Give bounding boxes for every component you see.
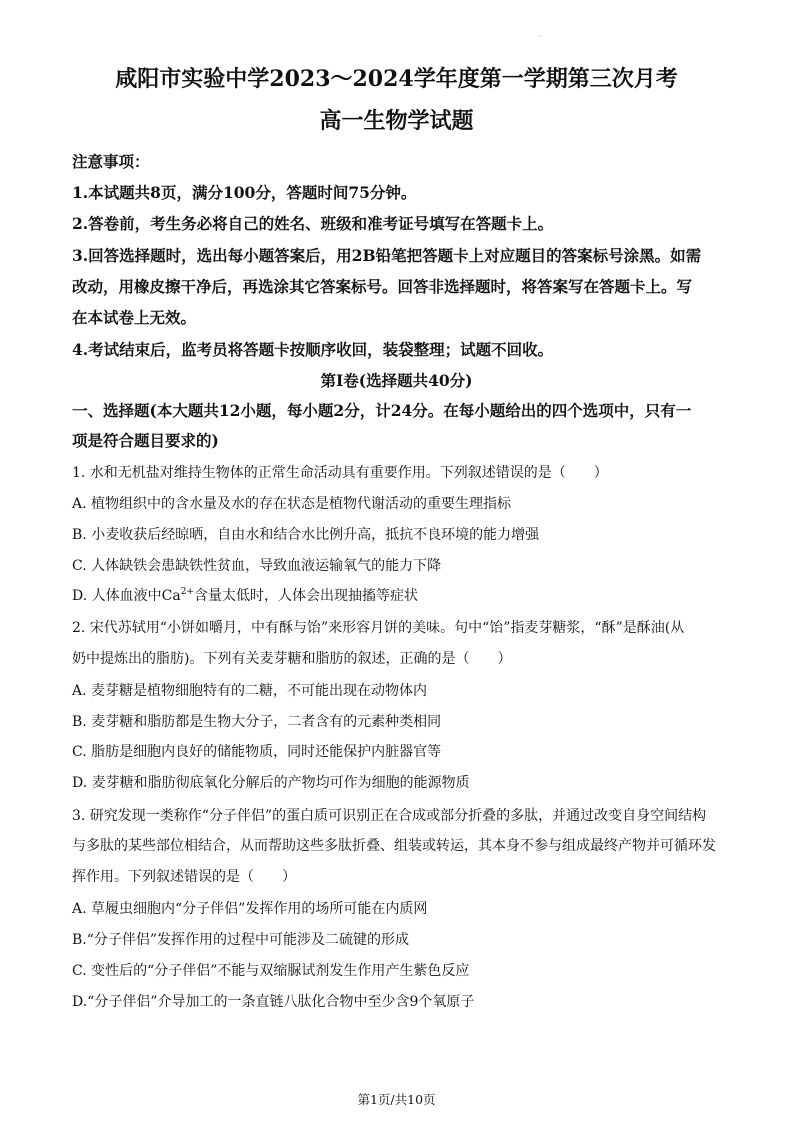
scan-dot: .	[538, 30, 541, 39]
q3-stem-end: 挥作用。下列叙述错误的是（ ）	[72, 869, 296, 885]
q1-stem: 1. 水和无机盐对维持生物体的正常生命活动具有重要作用。下列叙述错误的是（ ）	[72, 465, 608, 481]
q1-option-d-post: 含量太低时，人体会出现抽搐等症状	[193, 588, 418, 604]
q1-option-c: C. 人体缺铁会患缺铁性贫血，导致血液运输氧气的能力下降	[72, 558, 442, 574]
q2-option-a: A. 麦芽糖是植物细胞特有的二糖，不可能出现在动物体内	[72, 683, 428, 699]
q2-option-d: D. 麦芽糖和脂肪彻底氧化分解后的产物均可作为细胞的能源物质	[72, 775, 470, 791]
notice-item-3-cont: 改动，用橡皮擦干净后，再选涂其它答案标号。回答非选择题时，将答案写在答题卡上。写	[72, 277, 693, 296]
q1-option-d-pre: D. 人体血液中Ca	[72, 588, 181, 604]
notice-item-4: 4.考试结束后，监考员将答题卡按顺序收回，装袋整理；试题不回收。	[72, 340, 554, 359]
q2-stem: 2. 宋代苏轼用“小饼如嚼月，中有酥与饴”来形容月饼的美味。句中“饴”指麦芽糖浆，“酥”是酥油(从	[72, 620, 685, 636]
q3-option-a: A. 草履虫细胞内“分子伴侣”发挥作用的场所可能在内质网	[72, 901, 428, 917]
q1-option-d-sup: 2+	[180, 587, 194, 597]
notice-item-3: 3.回答选择题时，选出每小题答案后，用2B铅笔把答题卡上对应题目的答案标号涂黑。如需	[72, 246, 702, 265]
q2-option-b: B. 麦芽糖和脂肪都是生物大分子，二者含有的元素种类相同	[72, 714, 442, 730]
section-title: 第Ⅰ卷(选择题共40分)	[320, 371, 473, 390]
q1-option-a: A. 植物组织中的含水量及水的存在状态是植物代谢活动的重要生理指标	[72, 496, 512, 512]
q3-option-d: D.“分子伴侣”介导加工的一条直链八肽化合物中至少含9个氧原子	[72, 994, 475, 1010]
notice-item-3-end: 在本试卷上无效。	[72, 308, 197, 327]
q2-option-c: C. 脂肪是细胞内良好的储能物质，同时还能保护内脏器官等	[72, 744, 442, 760]
page-footer: 第1页/共10页	[357, 1092, 436, 1107]
q1-option-b: B. 小麦收获后经晾晒，自由水和结合水比例升高，抵抗不良环境的能力增强	[72, 527, 540, 543]
exam-subtitle: 高一生物学试题	[319, 108, 474, 134]
part-instructions: 一、选择题(本大题共12小题，每小题2分，计24分。在每小题给出的四个选项中，只有一	[72, 401, 692, 420]
q3-option-b: B.“分子伴侣”发挥作用的过程中可能涉及二硫键的形成	[72, 932, 410, 948]
q3-stem-cont: 与多肽的某些部位相结合，从而帮助这些多肽折叠、组装或转运，其本身不参与组成最终产物并可循环发	[72, 838, 716, 854]
q3-stem: 3. 研究发现一类称作“分子伴侣”的蛋白质可识别正在合成或部分折叠的多肽，并通过改变自身空间结构	[72, 808, 707, 824]
notice-item-1: 1.本试题共8页，满分100分，答题时间75分钟。	[72, 183, 417, 202]
exam-title: 咸阳市实验中学2023～2024学年度第一学期第三次月考	[115, 66, 678, 92]
q3-option-c: C. 变性后的“分子伴侣”不能与双缩脲试剂发生作用产生紫色反应	[72, 963, 470, 979]
part-instructions-cont: 项是符合题目要求的)	[72, 431, 219, 450]
notice-item-2: 2.答卷前，考生务必将自己的姓名、班级和准考证号填写在答题卡上。	[72, 214, 554, 233]
q1-option-d	[72, 585, 724, 605]
notice-heading: 注意事项：	[72, 152, 150, 171]
q2-stem-cont: 奶中提炼出的脂肪)。下列有关麦芽糖和脂肪的叙述，正确的是（ ）	[72, 651, 512, 667]
